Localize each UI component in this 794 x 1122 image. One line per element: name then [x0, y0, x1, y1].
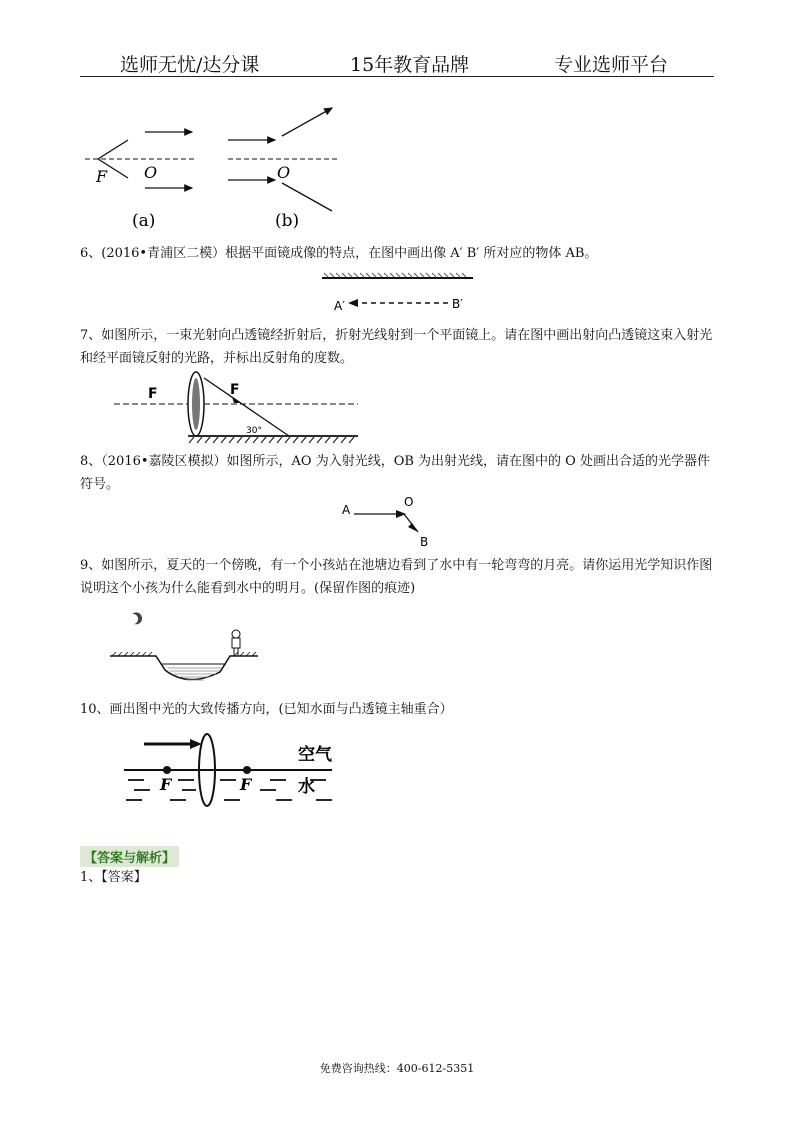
question-9: 9、如图所示，夏天的一个傍晚，有一个小孩站在池塘边看到了水中有一轮弯弯的月亮。请你运用光学知识作图说明这个小孩为什么能看到水中的明月。(保留作图的痕迹) [80, 558, 713, 596]
fig-a-center-label: O [144, 163, 158, 182]
fig-a-label: (a) [132, 211, 156, 231]
page-header [80, 46, 714, 77]
point-b-label: B [420, 535, 429, 549]
fig-a-focus-label: F [96, 167, 108, 186]
header-right: 专业选师平台 [554, 54, 669, 76]
answer-1: 1、【答案】 [80, 870, 147, 885]
mirror-figure [318, 270, 478, 318]
moon-icon [132, 612, 142, 624]
question-8: 8、（2016•嘉陵区模拟）如图所示，AO 为入射光线，OB 为出射光线，请在图中的 O 处画出合适的光学器件符号。 [80, 454, 710, 492]
fig-b-center-label: O [277, 163, 291, 182]
water-label: 水 [298, 777, 315, 797]
focus-left-label: F [148, 386, 158, 402]
answer-section-title: 【答案与解析】 [80, 846, 179, 867]
lens-water-figure [120, 730, 350, 812]
child-icon [232, 630, 240, 656]
question-7: 7、如图所示，一束光射向凸透镜经折射后，折射光线射到一个平面镜上。请在图中画出射向凸透镜这束入射光和经平面镜反射的光路，并标出反射角的度数。 [80, 328, 713, 366]
focus-2-label: F [240, 775, 252, 794]
lens-figure-ab [80, 96, 350, 236]
optical-device-figure [336, 494, 466, 552]
a-prime-label: A′ [334, 299, 345, 313]
point-a-label: A [342, 503, 351, 517]
air-label: 空气 [298, 745, 332, 765]
fig-b-label: (b) [275, 211, 300, 231]
header-center: 15年教育品牌 [350, 54, 470, 76]
question-10: 10、画出图中光的大致传播方向，(已知水面与凸透镜主轴重合） [80, 702, 453, 717]
b-prime-label: B′ [452, 297, 463, 311]
focus-1-label: F [160, 775, 172, 794]
point-o-label: O [404, 495, 414, 509]
header-left: 选师无忧/达分课 [120, 54, 260, 76]
footer-hotline: 免费咨询热线：400-612-5351 [319, 1062, 475, 1075]
question-6: 6、(2016•青浦区二模）根据平面镜成像的特点，在图中画出像 A′ B′ 所对应的物体 AB。 [80, 246, 598, 261]
lens-mirror-figure [114, 370, 364, 446]
pond-figure [110, 604, 260, 690]
focus-right-label: F [230, 382, 240, 398]
angle-label: 30° [246, 426, 262, 436]
